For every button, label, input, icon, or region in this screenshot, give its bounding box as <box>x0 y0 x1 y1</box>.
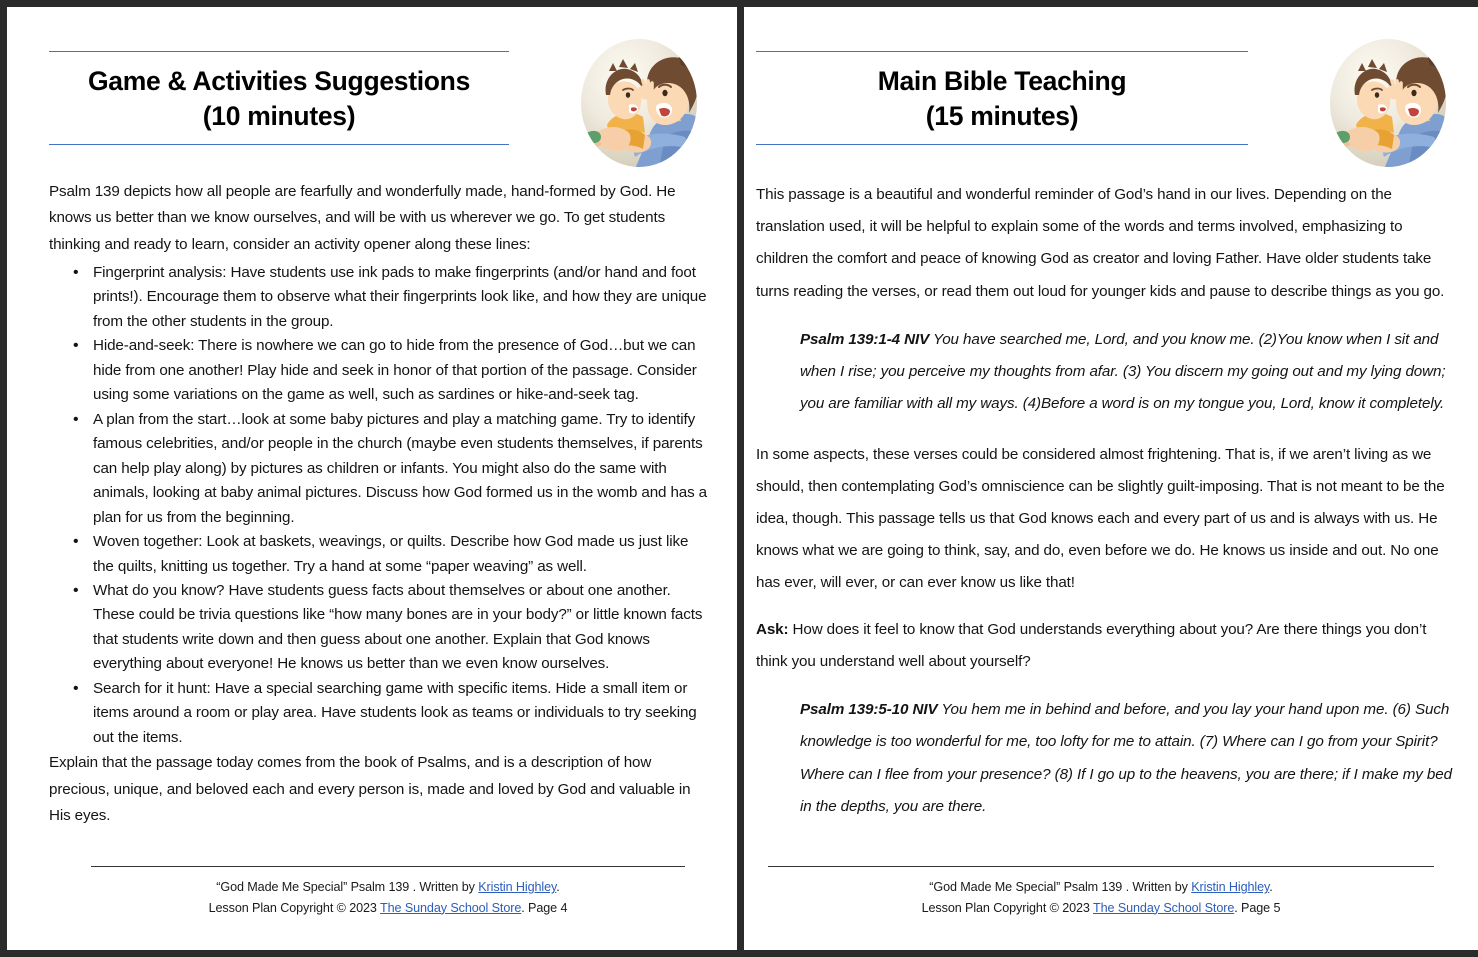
footer-rule <box>768 866 1434 867</box>
footer-line-1 <box>768 877 1434 897</box>
scripture-text: You have searched me, Lord, and you know me. (2)You know when I sit and when I rise; you perceive my thoughts from afar. (3) You discern my going out and my lying down; you are familiar with all my ways. (4)Before a word is on my tongue you, Lord, know it completely. <box>800 330 1446 413</box>
store-link[interactable]: The Sunday School Store <box>1093 900 1235 915</box>
footer-page-number: . Page 4 <box>521 900 568 915</box>
footer-copyright-text: Lesson Plan Copyright © 2023 <box>921 900 1094 915</box>
header-title-block <box>756 33 1256 145</box>
list-item: • Fingerprint analysis: Have students use ink pads to make fingerprints (and/or hand and foot prints!). Encourage them to observe what their fingerprints look like, and how they are unique from the other students in the group. <box>93 261 711 334</box>
page-left-content <box>49 33 711 940</box>
ask-paragraph <box>756 614 1456 678</box>
footer-line-2 <box>91 898 685 918</box>
header-rule-bottom <box>49 144 509 145</box>
footer-copyright-text: Lesson Plan Copyright © 2023 <box>208 900 381 915</box>
author-link[interactable]: Kristin Highley <box>1191 880 1270 895</box>
page-title <box>756 52 1248 144</box>
page-title-line2: (15 minutes) <box>925 100 1079 131</box>
list-item: • Woven together: Look at baskets, weavings, or quilts. Describe how God made us just like the quilts, knitting us together. Try a hand at some “paper weaving” as well. <box>93 530 711 579</box>
parent-and-baby-illustration-icon <box>1322 37 1454 169</box>
footer-line-1 <box>91 877 685 897</box>
scripture-text: You hem me in behind and before, and you lay your hand upon me. (6) Such knowledge is too wonderful for me, too lofty for me to attain. (7) Where can I go from your Spirit? Where can I flee from your presence? (8) If I go up to the heavens, you are there; if I make my bed in the depths, you are there. <box>800 701 1452 815</box>
footer-credit-suffix: . <box>1269 880 1273 895</box>
list-item: • A plan from the start…look at some baby pictures and play a matching game. Try to identify famous celebrities, and/or people in the church (maybe even students themselves, if parents can help play along) by pictures as children or infants. You might also do the same with animals, looking at baby animal pictures. Discuss how God formed us in the womb and has a plan for us from the beginning. <box>93 408 711 530</box>
page-title-line1: Game & Activities Suggestions <box>87 66 471 96</box>
footer-credit-suffix: . <box>556 880 560 895</box>
ask-text: How does it feel to know that God understands everything about you? Are there things you don’t think you understand well about yourself? <box>756 620 1427 670</box>
activity-bullet-list <box>49 261 711 750</box>
page-left-body <box>49 179 711 829</box>
page-left-header <box>49 33 711 169</box>
footer-credit-text: “God Made Me Special” Psalm 139 . Written by <box>216 880 479 895</box>
list-item: • What do you know? Have students guess facts about themselves or about one another. These could be trivia questions like “how many bones are in your body?” or little known facts that students write down and then guess about one another. Explain that God knows everything about everyone! He knows us better than we even know ourselves. <box>93 579 711 677</box>
list-item: • Search for it hunt: Have a special searching game with specific items. Hide a small item or items around a room or play area. Have students look as teams or individuals to try seeking out the items. <box>93 677 711 750</box>
page-right-header <box>756 33 1456 169</box>
footer-line-2 <box>768 898 1434 918</box>
scripture-reference: Psalm 139:5-10 NIV <box>800 701 938 719</box>
page-title <box>49 52 509 144</box>
footer-page-number: . Page 5 <box>1234 900 1281 915</box>
footer-rule <box>91 866 685 867</box>
page-right-content <box>756 33 1456 940</box>
scripture-reference: Psalm 139:1-4 NIV <box>800 330 930 348</box>
store-link[interactable]: The Sunday School Store <box>380 900 522 915</box>
scripture-block-1 <box>756 324 1456 421</box>
page-left-footer <box>91 866 685 918</box>
page-right-body <box>756 179 1456 823</box>
closing-paragraph: Explain that the passage today comes from the book of Psalms, and is a description of how precious, unique, and beloved each and every person is, made and loved by God and valuable in His eyes. <box>49 754 691 824</box>
teaching-paragraph-1: This passage is a beautiful and wonderful reminder of God’s hand in our lives. Depending on the translation used, it will be helpful to explain some of the words and terms involved, emphasizing to children the comfort and peace of knowing God as creator and loving Father. Have older students take turns reading the verses, or read them out loud for younger kids and pause to describe things as you go. <box>756 186 1445 300</box>
author-link[interactable]: Kristin Highley <box>478 880 557 895</box>
intro-paragraph: Psalm 139 depicts how all people are fearfully and wonderfully made, hand-formed by God. He knows us better than we know ourselves, and will be with us wherever we go. To get students thinking and ready to learn, consider an activity opener along these lines: <box>49 183 676 253</box>
illustration-svg <box>1322 37 1454 169</box>
header-title-block <box>49 33 517 145</box>
illustration-svg <box>573 37 705 169</box>
footer-credit-text: “God Made Me Special” Psalm 139 . Written by <box>929 880 1192 895</box>
page-title-line2: (10 minutes) <box>202 100 356 131</box>
list-item: • Hide-and-seek: There is nowhere we can go to hide from the presence of God…but we can hide from one another! Play hide and seek in honor of that portion of the passage. Consider using some variations on the game as well, such as sardines or hike-and-seek tag. <box>93 334 711 407</box>
parent-and-baby-illustration-icon <box>573 37 705 169</box>
page-right <box>744 7 1478 950</box>
ask-label: Ask: <box>756 620 789 638</box>
scripture-block-2 <box>756 694 1456 823</box>
page-title-line1: Main Bible Teaching <box>877 66 1127 96</box>
page-left <box>7 7 737 950</box>
page-right-footer <box>768 866 1434 918</box>
header-rule-bottom <box>756 144 1248 145</box>
teaching-paragraph-2: In some aspects, these verses could be considered almost frightening. That is, if we aren’t living as we should, then contemplating God’s omniscience can be slightly guilt-imposing. That is not meant to be the idea, though. This passage tells us that God knows each and every part of us and is always with us. He knows what we are going to think, say, and do, even before we do. He knows us inside and out. No one has ever, will ever, or can ever know us like that! <box>756 445 1445 592</box>
